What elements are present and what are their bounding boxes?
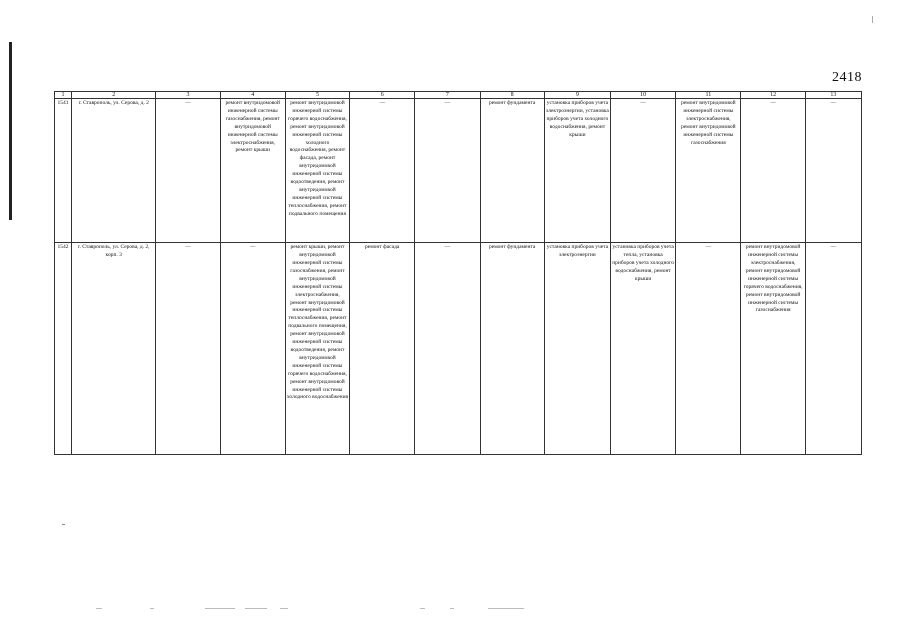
column-header: 3 [156,92,220,99]
table-cell: установка приборов учета электроэнергии, установка приборов учета холодного водоснабжения, ремонт крыши [544,99,610,243]
table-cell: — [805,243,861,455]
table-cell: — [611,99,676,243]
binder-edge-mark [9,42,12,220]
column-header: 8 [480,92,544,99]
table-cell: ремонт фасада [350,243,415,455]
table-cell: ремонт фундамента [480,243,544,455]
scan-noise-line [0,608,905,612]
table-cell: ремонт фундамента [480,99,544,243]
table-cell: — [415,99,480,243]
table-cell: — [741,99,805,243]
address-cell: г. Ставрополь, ул. Серова, д. 2 [72,99,156,243]
row-number: 1542 [55,243,72,455]
table-cell: ремонт внутридомовой инженерной системы электроснабжения, ремонт внутридомовой инженерной системы газоснабжения [676,99,741,243]
column-header: 12 [741,92,805,99]
column-number-row [55,92,862,99]
column-header: 13 [805,92,861,99]
column-header: 6 [350,92,415,99]
table-cell: ремонт крыши, ремонт внутридомовой инженерной системы газоснабжения, ремонт внутридомовой инженерной системы электроснабжения, ремонт внутридомовой инженерной системы теплоснабжения, ремонт подвального помещения, ремонт внутридомовой инженерной системы водоотведения, ремонт внутридомовой инженерной системы горячего водоснабжения, ремонт внутридомовой инженерной системы холодного водоснабжения [285,243,349,455]
scan-corner-mark [872,16,873,23]
table-cell: — [805,99,861,243]
column-header: 2 [72,92,156,99]
column-header: 10 [611,92,676,99]
column-header: 1 [55,92,72,99]
table-cell: ремонт внутридомовой инженерной системы электроснабжения, ремонт внутридомовой инженерной системы горячего водоснабжения, ремонт внутридомовой инженерной системы газоснабжения [741,243,805,455]
column-header: 7 [415,92,480,99]
table-cell: ремонт внутридомовой инженерной системы горячего водоснабжения, ремонт внутридомовой инженерной системы холодного водоснабжения, ремонт фасада, ремонт внутридомовой инженерной системы водоотведения, ремонт внутридомовой инженерной системы теплоснабжения, ремонт подвального помещения [285,99,349,243]
table-cell: — [350,99,415,243]
column-header: 9 [544,92,610,99]
table-row [55,99,862,243]
table-cell: — [676,243,741,455]
table-cell: установка приборов учета тепла, установка приборов учета холодного водоснабжения, ремонт крыши [611,243,676,455]
address-cell: г. Ставрополь, ул. Серова, д. 2, корп. 3 [72,243,156,455]
row-number: 1541 [55,99,72,243]
table-cell: — [156,99,220,243]
works-table [54,91,862,455]
scan-speck [62,524,65,525]
column-header: 5 [285,92,349,99]
table-cell: ремонт внутридомовой инженерной системы газоснабжения, ремонт внутридомовой инженерной системы электроснабжения, ремонт крыши [220,99,285,243]
table-cell: — [415,243,480,455]
page-number: 2418 [832,70,862,85]
column-header: 11 [676,92,741,99]
column-header: 4 [220,92,285,99]
table-cell: — [156,243,220,455]
table-cell: установка приборов учета электроэнергии [544,243,610,455]
table-cell: — [220,243,285,455]
table-row [55,243,862,455]
